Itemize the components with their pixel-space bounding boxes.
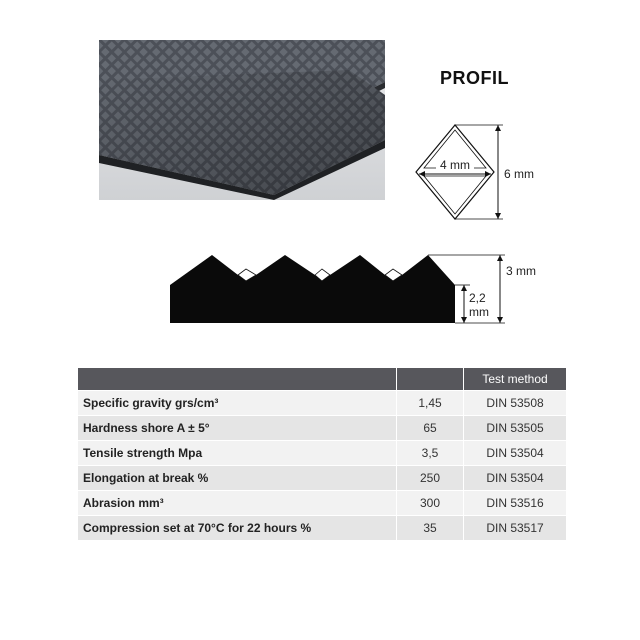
base-height-label-line1: 2,2 [469, 291, 486, 305]
row-property: Abrasion mm³ [78, 491, 397, 516]
row-method: DIN 53516 [464, 491, 567, 516]
profile-cross-section [160, 245, 560, 330]
row-method: DIN 53508 [464, 391, 567, 416]
properties-table [78, 368, 566, 540]
base-height-label-line2: mm [469, 305, 489, 319]
diamond-inner-bottom [424, 176, 486, 214]
row-value: 35 [397, 516, 464, 541]
total-height-label: 3 mm [506, 264, 536, 278]
table-row [78, 416, 566, 441]
profil-title: PROFIL [440, 68, 509, 88]
header-property [78, 368, 397, 391]
row-method: DIN 53517 [464, 516, 567, 541]
header-value [397, 368, 464, 391]
row-value: 250 [397, 466, 464, 491]
row-value: 3,5 [397, 441, 464, 466]
table-row [78, 466, 566, 491]
profile-shape [170, 255, 455, 323]
header-test-method: Test method [464, 368, 567, 391]
table-row [78, 491, 566, 516]
row-method: DIN 53504 [464, 466, 567, 491]
row-value: 1,45 [397, 391, 464, 416]
table-row [78, 441, 566, 466]
row-property: Tensile strength Mpa [78, 441, 397, 466]
row-property: Compression set at 70°C for 22 hours % [78, 516, 397, 541]
row-value: 65 [397, 416, 464, 441]
row-property: Elongation at break % [78, 466, 397, 491]
product-photo [99, 40, 385, 200]
diamond-height-label: 6 mm [504, 167, 534, 181]
row-property: Hardness shore A ± 5° [78, 416, 397, 441]
table-header-row [78, 368, 566, 391]
row-method: DIN 53504 [464, 441, 567, 466]
table-row [78, 516, 566, 541]
diamond-diagram [408, 120, 548, 225]
row-method: DIN 53505 [464, 416, 567, 441]
row-property: Specific gravity grs/cm³ [78, 391, 397, 416]
table-row [78, 391, 566, 416]
diamond-width-label: 4 mm [440, 158, 470, 172]
row-value: 300 [397, 491, 464, 516]
